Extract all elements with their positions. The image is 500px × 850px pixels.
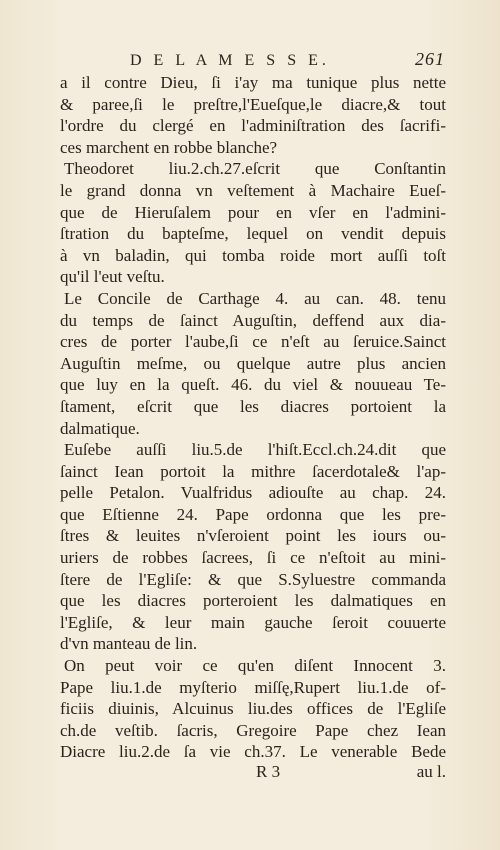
text-line: Auguſtin meſme, ou quelque autre plus ancien [60, 353, 446, 373]
text-line: le grand donna vn veſtement à Machaire Eueſ- [60, 180, 446, 200]
text-line: Diacre liu.2.de ſa vie ch.37. Le venerable Bede [60, 742, 446, 762]
signature-mark: R 3 [256, 762, 281, 781]
text-line: dalmatique. [60, 418, 140, 438]
text-line: pelle Petalon. Vualfridus adiouſte au chap. 24. [60, 483, 446, 503]
text-line: que luy en la queſt. 46. du viel & nouueau Te- [60, 375, 446, 395]
text-line: d'vn manteau de lin. [60, 634, 198, 654]
text-line: ſtament, eſcrit que les diacres portoient la [60, 396, 446, 416]
text-line: à vn baladin, qui tomba roide mort auſſi toſt [60, 245, 446, 265]
page-header [60, 50, 445, 74]
text-line: Pape liu.1.de myſterio miſſę,Rupert liu.1.de of- [60, 677, 446, 697]
text-line: du temps de ſainct Auguſtin, deffend aux dia- [60, 310, 446, 330]
text-line: que de Hieruſalem pour en vſer en l'admini- [60, 202, 446, 222]
text-line: Theodoret liu.2.ch.27.eſcrit que Conſtantin [64, 159, 446, 179]
text-line: a il contre Dieu, ſi i'ay ma tunique plus nette [60, 73, 446, 92]
text-line: qu'il l'eut veſtu. [60, 267, 165, 287]
catchword: au l. [416, 762, 446, 781]
text-line: l'Egliſe, & leur main gauche ſeroit couuerte [60, 612, 446, 632]
text-line: ſtres & leuites n'vſeroient point les iours ou- [60, 526, 446, 546]
text-line: que Eſtienne 24. Pape ordonna que les pre- [60, 504, 446, 524]
text-line: ſtere de l'Egliſe: & que S.Syluestre commanda [60, 569, 446, 589]
page-number: 261 [415, 49, 445, 69]
text-line: ſainct Iean portoit la mithre ſacerdotale& l'ap- [60, 461, 446, 481]
page-footer [60, 762, 446, 786]
text-line: ch.de veſtib. ſacris, Gregoire Pape chez Iean [60, 720, 446, 740]
text-line: cres de porter l'aube,ſi ce n'eſt au ſeruice.Sainct [60, 332, 446, 352]
running-title: D E L A M E S S E. [130, 52, 330, 69]
text-line: ſtration du bapteſme, lequel on vendit depuis [60, 224, 446, 244]
text-line: Le Concile de Carthage 4. au can. 48. tenu [64, 288, 446, 308]
body-text [60, 72, 446, 763]
text-line: ces marchent en robbe blanche? [60, 137, 278, 157]
text-line: uriers de robbes ſacrees, ſi ce n'eſtoit au mini- [60, 548, 446, 568]
text-line: On peut voir ce qu'en diſent Innocent 3. [64, 656, 446, 676]
text-line: ficiis diuinis, Alcuinus liu.des offices de l'Egliſe [60, 699, 446, 719]
text-line: & paree,ſi le preſtre,l'Eueſque,le diacre,& tout [60, 94, 446, 114]
text-line: l'ordre du clergé en l'adminiſtration des ſacrifi- [60, 116, 446, 136]
text-line: que les diacres porteroient les dalmatiques en [60, 591, 446, 611]
text-line: Euſebe auſſi liu.5.de l'hiſt.Eccl.ch.24.dit que [64, 440, 446, 460]
